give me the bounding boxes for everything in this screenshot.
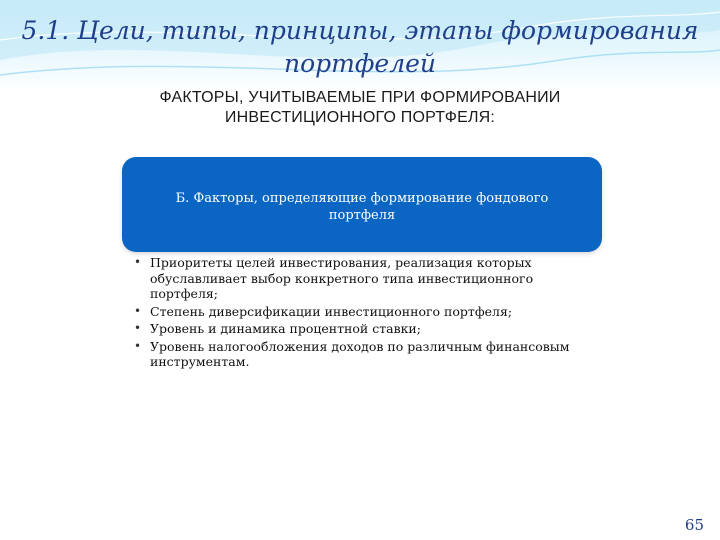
list-item xyxy=(132,321,592,337)
list-item-text: Приоритеты целей инвестирования, реализация которых обуславливает выбор конкретного типа инвестиционного портфеля; xyxy=(150,255,534,301)
bullet-icon: • xyxy=(134,321,142,335)
list-item xyxy=(132,255,592,302)
factor-card xyxy=(122,157,602,252)
list-item-text: Уровень и динамика процентной ставки; xyxy=(150,321,421,336)
bullet-icon: • xyxy=(134,255,142,269)
bullet-icon: • xyxy=(134,303,142,318)
subtitle-line-2: ИНВЕСТИЦИОННОГО ПОРТФЕЛЯ: xyxy=(224,109,496,126)
slide-title: 5.1. Цели, типы, принципы, этапы формирования портфелей xyxy=(21,16,699,78)
slide-subtitle xyxy=(80,88,640,128)
factor-card-text: Б. Факторы, определяющие формирование фондового портфеля xyxy=(175,191,549,223)
list-item-text: Уровень налогообложения доходов по различным финансовым инструментам. xyxy=(150,338,570,369)
bullet-icon: • xyxy=(134,338,142,353)
list-item-text: Степень диверсификации инвестиционного портфеля; xyxy=(150,303,513,319)
list-item xyxy=(132,304,592,320)
factor-bullet-list xyxy=(132,255,592,372)
list-item xyxy=(132,339,592,370)
page-number: 65 xyxy=(684,516,704,534)
subtitle-line-1: ФАКТОРЫ, УЧИТЫВАЕМЫЕ ПРИ ФОРМИРОВАНИИ xyxy=(159,89,561,106)
